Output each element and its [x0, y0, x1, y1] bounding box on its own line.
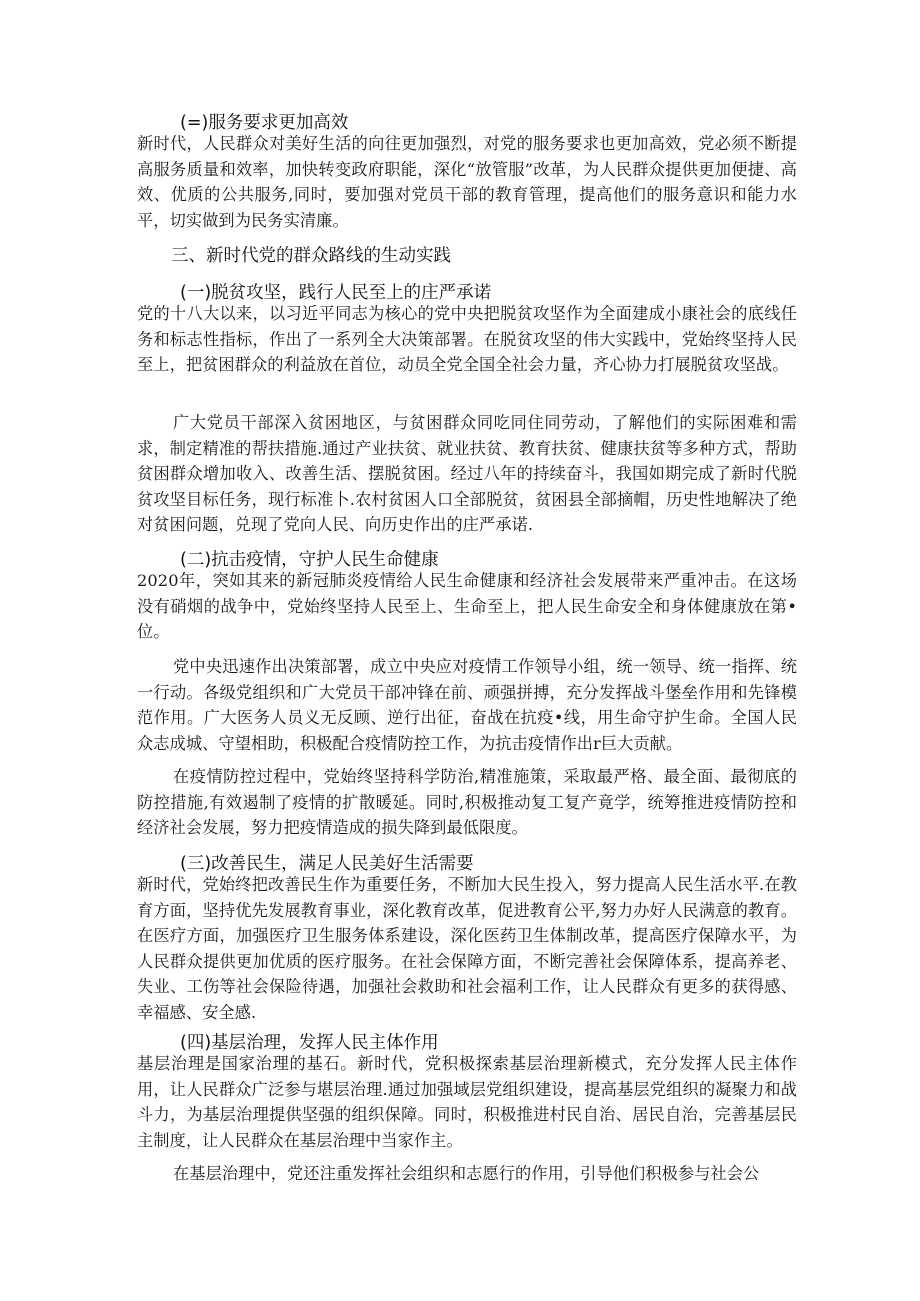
paragraph-poverty-1: 党的十八大以来，以习近平同志为核心的党中央把脱贫攻坚作为全面建成小康社会的底线任务和标志性指标，作出了一系列全大决策部署。在脱贫攻坚的伟大实践中，党始终坚持人民至上，把贫困群众的利益放在首位，动员全党全国全社会力量，齐心协力打展脱贫攻坚战。 [137, 304, 797, 375]
section-heading-service: (=)服务要求更加高效 [180, 113, 349, 133]
paragraph-epidemic-2: 党中央迅速作出决策部署，成立中央应对疫情工作领导小组，统一领导、统一指挥、统一行动。各级党组织和广大党员干部冲锋在前、顽强拼搏，充分发挥战斗堡垒作用和先锋模范作用。广大医务人员义无反顾、逆行出征，奋战在抗疫•线，用生命守护生命。全国人民众志成城、守望相助，积极配合疫情防控工作，为抗击疫情作出r巨大贡献。 [137, 657, 797, 753]
section-heading-livelihood: (三)改善民生，满足人民美好生活需要 [180, 854, 474, 874]
paragraph-governance-2: 在基层治理中，党还注重发挥社会组织和志愿行的作用，引导他们积极参与社会公 [173, 1164, 760, 1183]
section-heading-poverty: (一)脱贫攻坚，践行人民至上的庄严承诺 [180, 283, 492, 303]
paragraph-epidemic-1: 2020年，突如其来的新冠肺炎疫情给人民生命健康和经济社会发展带来严重冲击。在这场没有硝烟的战争中，党始终坚持人民至上、生命至上，把人民生命安全和身体健康放在第•位。 [137, 571, 797, 642]
paragraph-service: 新时代，人民群众对美好生活的向往更加强烈，对党的服务要求也更加高效，党必须不断提高服务质量和效率，加快转变政府职能，深化“放管服”改革，为人民群众提供更加便捷、高效、优质的公共服务,同时，要加强对党员干部的教育管理，提高他们的服务意识和能力水平，切实做到为民务实清廉。 [137, 134, 797, 230]
section-heading-governance: (四)基层治理，发挥人民主体作用 [180, 1033, 439, 1053]
paragraph-livelihood: 新时代，党始终把改善民生作为重要任务，不断加大民生投入，努力提高人民生活水平.在教育方面，坚持优先发展教育事业，深化教育改革，促进教育公平,努力办好人民满意的教育。在医疗方面，加强医疗卫生服务体系建设，深化医药卫生体制改革，提高医疗保障水平，为人民群众提供更加优质的医疗服务。在社会保障方面，不断完善社会保障体系，提高养老、失业、工伤等社会保险待遇，加强社会救助和社会福利工作，让人民群众有更多的获得感、幸福感、安全感. [137, 875, 797, 1022]
chapter-heading-three: 三、新时代党的群众路线的生动实践 [171, 246, 451, 266]
paragraph-governance-1: 基层治理是国家治理的基石。新时代，党积极探索基层治理新模式，充分发挥人民主体作用，让人民群众广泛参与堪层治理.通过加强域层党组织建设，提高基层党组织的凝聚力和战斗力，为基层治理提供坚强的组织保障。同时，积极推进村民自治、居民自治，完善基层民主制度，让人民群众在基层治理中当家作主。 [137, 1054, 797, 1150]
paragraph-epidemic-3: 在疫情防控过程中，党始终坚持科学防治,精准施策，采取最严格、最全面、最彻底的防控措施,有效遏制了疫情的扩散暖延。同时,积极推动复工复产竟学，统筹推进疫情防控和经济社会发展，努力把疫情造成的损失降到最低限度。 [137, 767, 797, 838]
section-heading-epidemic: (二)抗击疫情，守护人民生命健康 [180, 550, 439, 570]
paragraph-poverty-2: 广大党员干部深入贫困地区，与贫困群众同吃同住同劳动，了解他们的实际困难和需求，制定精准的帮扶措施.通过产业扶贫、就业扶贫、教育扶贫、健康扶贫等多种方式，帮助贫困群众增加收入、改善生活、摆脱贫困。经过八年的持续奋斗，我国如期完成了新时代脱贫攻坚目标任务，现行标准卜.农村贫困人口全部脱贫，贫困县全部摘帽，历史性地解决了绝对贫困问题，兑现了党向人民、向历史作出的庄严承诺. [137, 413, 797, 535]
